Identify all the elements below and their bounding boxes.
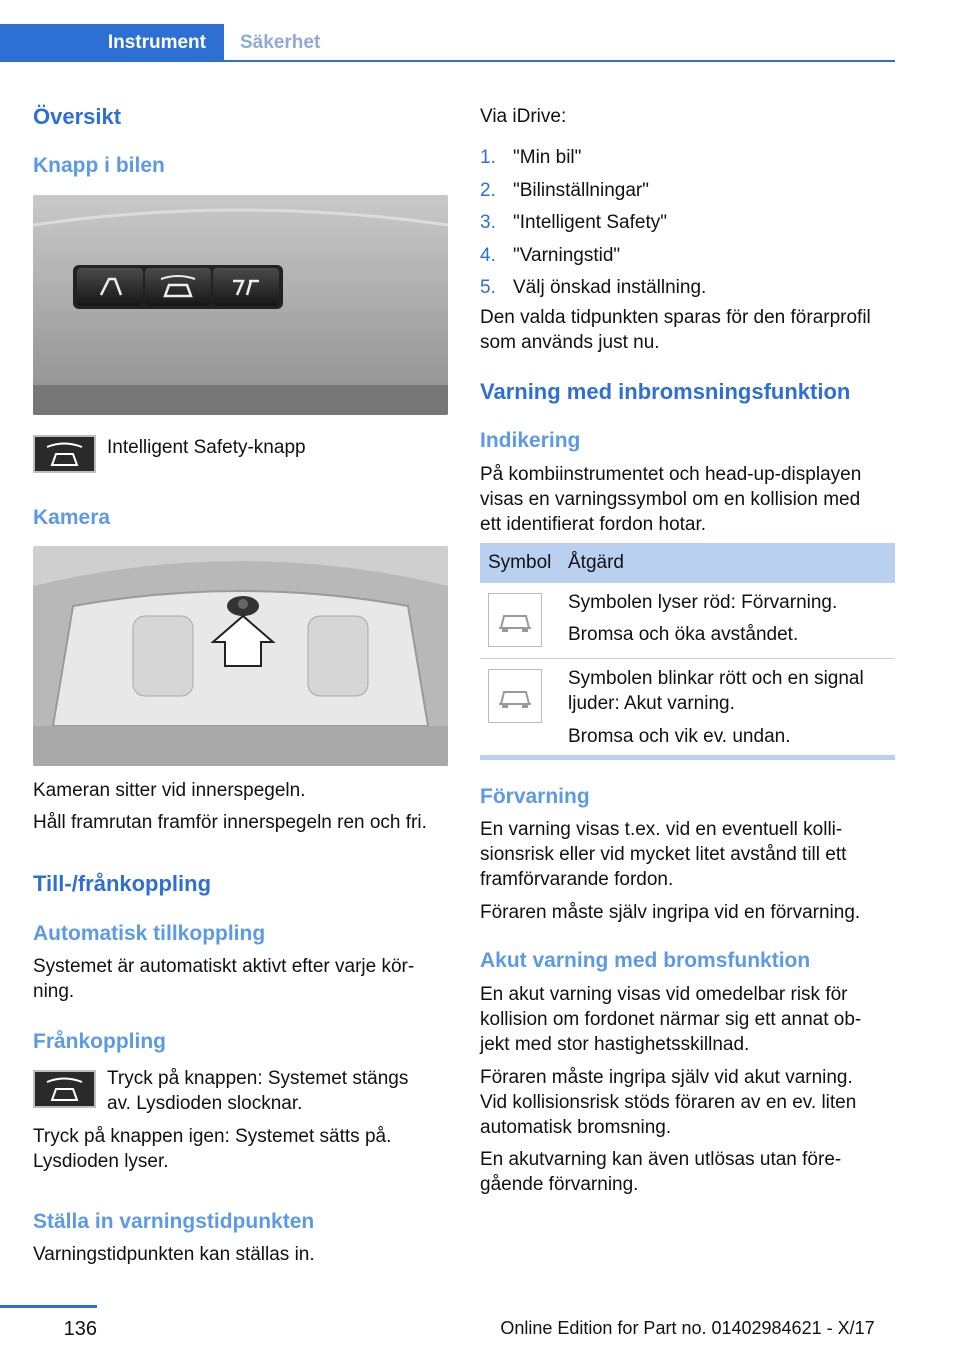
heading-oversikt: Översikt [33,104,122,129]
heading-kamera: Kamera [33,506,111,529]
row1-line1: Symbolen lyser röd: Förvarning. [568,592,838,613]
heading-frankoppling: Frånkoppling [33,1030,166,1053]
frank-text-1: Tryck på knappen igen: Systemet sätts på. [33,1126,392,1147]
list-item: 3. "Intelligent Safety" [480,212,667,233]
edition-text: Online Edition for Part no. 01402984621 - X/17 [500,1318,875,1338]
table-row [480,583,895,659]
akut-text-7: En akutvarning kan även utlösas utan före‐ [480,1149,842,1170]
auto-text-1: Systemet är automatiskt aktivt efter varje kör‐ [33,956,415,977]
indik-text-2: visas en varningssymbol om en kollision med [480,489,861,510]
frank-text-2: Lysdioden lyser. [33,1151,169,1172]
list-item: 1. "Min bil" [480,147,582,168]
table-header [480,543,895,583]
forv-text-3: framförvarande fordon. [480,869,674,890]
car-warning-icon [488,593,542,647]
list-item: 5. Välj önskad inställning. [480,277,707,298]
page-number: 136 [63,1318,97,1340]
list-item: 2. "Bilinställningar" [480,179,649,201]
list-item: 4. "Varningstid" [480,244,621,266]
row2-line3: Bromsa och vik ev. undan. [568,726,791,747]
tab-sakerhet[interactable]: Säkerhet [240,32,321,53]
row2-line1: Symbolen blinkar rött och en signal [568,668,864,689]
stalla-text: Varningstidpunkten kan ställas in. [33,1244,315,1265]
indik-text-3: ett identifierat fordon hotar. [480,514,707,535]
left-column [33,100,448,1270]
akut-text-1: En akut varning visas vid omedelbar risk för [480,984,848,1005]
frank-instruction-2: av. Lysdioden slocknar. [107,1093,303,1114]
kamera-text-1: Kameran sitter vid innerspegeln. [33,780,306,801]
chapter-tab-bar [0,24,895,62]
symbol-table [480,543,895,760]
akut-text-6: automatisk bromsning. [480,1117,672,1138]
via-idrive: Via iDrive: [480,106,567,127]
heading-stalla-in: Ställa in varningstidpunkten [33,1210,315,1233]
frank-instruction-1: Tryck på knappen: Systemet stängs [107,1068,409,1089]
heading-knapp-i-bilen: Knapp i bilen [33,154,165,177]
idrive-steps [480,145,895,308]
akut-text-4: Föraren måste ingripa själv vid akut varning. [480,1067,853,1088]
akut-text-3: jekt med stor hastighetsskillnad. [480,1034,750,1055]
akut-text-2: kollision om fordonet närmar sig ett annat ob‐ [480,1009,862,1030]
heading-varning-inbromsning: Varning med inbromsningsfunktion [480,379,851,404]
akut-text-5: Vid kollisionsrisk stöds föraren av en ev. liten [480,1092,857,1113]
intelligent-safety-icon [33,435,96,473]
heading-indikering: Indikering [480,429,581,452]
right-column [480,100,895,1270]
row1-line2: Bromsa och öka avståndet. [568,624,799,645]
photo-buttons-in-car [33,195,448,415]
car-warning-icon [488,669,542,723]
forv-text-1: En varning visas t.ex. vid en eventuell kolli‐ [480,819,843,840]
photo-camera-location [33,546,448,766]
tab-instrument[interactable]: Instrument [0,24,224,62]
forv-text-2: sionsrisk eller vid mycket litet avstånd till ett [480,844,847,865]
col-atgard: Åtgärd [568,552,624,573]
footer-rule [0,1305,97,1308]
heading-akut-varning: Akut varning med bromsfunktion [480,949,811,972]
saved-text-1: Den valda tidpunkten sparas för den förarprofil [480,307,871,328]
kamera-text-2: Håll framrutan framför innerspegeln ren och fri. [33,812,427,833]
intelligent-safety-icon-2 [33,1070,96,1108]
heading-automatisk-tillkoppling: Automatisk tillkoppling [33,922,266,945]
indik-text-1: På kombiinstrumentet och head-up-displayen [480,464,862,485]
akut-text-8: gående förvarning. [480,1174,639,1195]
table-row [480,659,895,755]
auto-text-2: ning. [33,981,75,1002]
forv-text-4: Föraren måste själv ingripa vid en förvarning. [480,902,861,923]
row2-line2: ljuder: Akut varning. [568,693,735,714]
table-bottom-rule [480,755,895,760]
heading-till-frankoppling: Till-/frånkoppling [33,871,212,896]
saved-text-2: som används just nu. [480,332,660,353]
col-symbol: Symbol [488,552,552,573]
heading-forvarning: Förvarning [480,785,590,808]
icon-caption: Intelligent Safety-knapp [107,437,306,458]
